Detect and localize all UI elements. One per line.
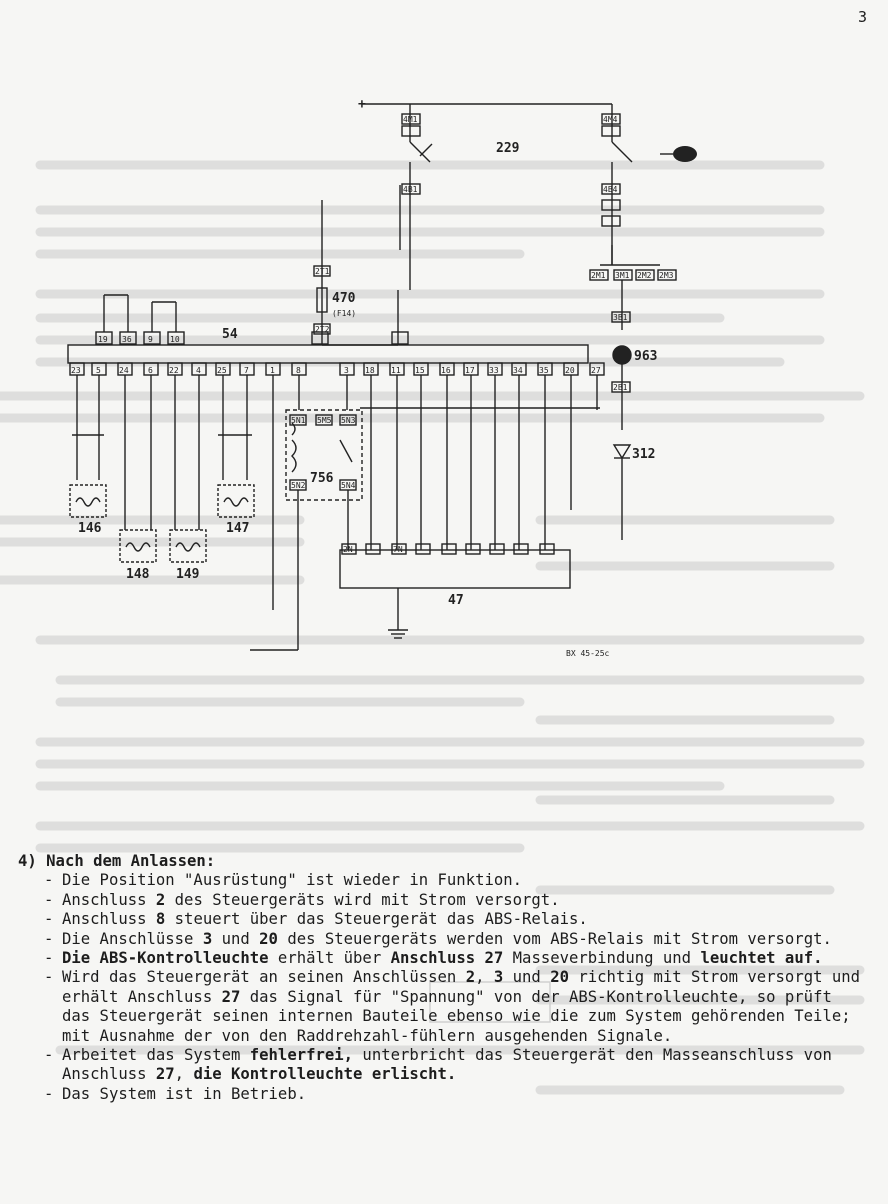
relay-756-label: 756	[310, 471, 334, 486]
connector-tag: 5M5	[317, 416, 332, 425]
bold-text: 20	[550, 968, 569, 987]
ecu-pin-label: 7	[244, 366, 249, 375]
step-list-item	[62, 910, 868, 929]
ecu-pin-label: 25	[217, 366, 227, 375]
text-run: ,	[475, 968, 494, 987]
connector-tag: 2M3	[659, 271, 674, 280]
ecu-pin-label: 24	[119, 366, 129, 375]
ecu-bottom-pin-labels	[71, 366, 601, 375]
relay-229-label: 229	[496, 141, 520, 156]
fuse-f14-label: (F14)	[332, 309, 357, 318]
ecu-pin-label: 17	[465, 366, 475, 375]
diode-312-label: 312	[632, 447, 656, 462]
connector-tag: 4B4	[603, 185, 618, 194]
ecu-pin-label: 20	[565, 366, 575, 375]
ecu-pin-label: 5	[96, 366, 101, 375]
text-run: richtig mit Strom versorgt und erhält Anschluss	[62, 968, 861, 1006]
section-after-start	[18, 852, 868, 1104]
fuse-470-label: 470	[332, 291, 356, 306]
step-list-item	[62, 930, 868, 949]
connector-tag: 5N3	[341, 416, 356, 425]
wiring-diagram	[0, 90, 888, 670]
connector-tag: 2N	[343, 545, 353, 554]
connector-tag: 5N4	[341, 481, 356, 490]
text-run: Anschluss	[62, 890, 156, 909]
sensor-149-label: 149	[176, 567, 200, 582]
ecu-pin-label: 22	[169, 366, 179, 375]
bold-text: die Kontrolleuchte erlischt.	[193, 1065, 457, 1084]
step-list-item	[62, 949, 868, 968]
bold-text: 2	[155, 890, 166, 909]
bold-text: 3	[202, 929, 213, 948]
sensor-147-label: 147	[226, 521, 250, 536]
connector-tag: 5N1	[291, 416, 306, 425]
text-run: Arbeitet das System	[62, 1046, 250, 1065]
connector-tag: 2T2	[315, 325, 330, 334]
bold-text: fehlerfrei,	[249, 1046, 354, 1065]
text-run: Die Anschlüsse	[62, 929, 203, 948]
connector-tag: 2B1	[613, 383, 628, 392]
step-list-item	[62, 891, 868, 910]
bold-text: Anschluss 27	[390, 949, 504, 968]
bold-text: 3	[493, 968, 504, 987]
ecu-pin-label: 8	[296, 366, 301, 375]
bold-text: Die ABS-Kontrolleuchte	[62, 949, 269, 968]
connector-tag: 2M2	[637, 271, 652, 280]
connector-tag: 3B1	[613, 313, 628, 322]
ecu-top-pin-label: 36	[122, 335, 132, 344]
section-title: 4) Nach dem Anlassen:	[18, 852, 216, 870]
bold-text: 20	[259, 929, 278, 948]
text-run: unterbricht das Steuergerät den Masseanschluss von Anschluss	[62, 1046, 832, 1084]
text-run: und	[212, 929, 260, 948]
plus-terminal-label: +	[358, 97, 366, 112]
bold-text: 2	[465, 968, 476, 987]
ecu-pin-label: 23	[71, 366, 81, 375]
ecu-pin-label: 3	[344, 366, 349, 375]
ecu-pin-label: 11	[391, 366, 401, 375]
connector-tag: 4B1	[403, 185, 418, 194]
ecu-top-pin-label: 19	[98, 335, 108, 344]
text-run: das Signal für "Spannung" von der ABS-Kontrolleuchte, so prüft das Steuergerät seinen internen Bauteile ebenso wie die zum System gehörenden Teile; mit Ausnahme der von den Raddrehzahl-fühlern ausgehenden Signale.	[62, 987, 851, 1045]
text-run: des Steuergeräts werden vom ABS-Relais mit Strom versorgt.	[277, 929, 832, 948]
ecu-pin-label: 1	[270, 366, 275, 375]
bold-text: 27	[221, 987, 241, 1006]
connector-tag: 3M1	[615, 271, 630, 280]
text-run: Die Position "Ausrüstung" ist wieder in Funktion.	[62, 871, 523, 890]
ecu-top-pin-label: 9	[148, 335, 153, 344]
text-run: Wird das Steuergerät an seinen Anschlüssen	[62, 968, 466, 987]
ecu-pin-label: 34	[513, 366, 523, 375]
bold-text: 27	[155, 1065, 175, 1084]
step-list-item	[62, 968, 868, 1046]
text-run: Das System ist in Betrieb.	[62, 1084, 307, 1103]
text-run: steuert über das Steuergerät das ABS-Relais.	[165, 910, 588, 929]
bold-text: leuchtet auf.	[700, 949, 823, 968]
ecu-pin-label: 6	[148, 366, 153, 375]
step-list-item	[62, 1085, 868, 1104]
diagram-code-label: BX 45-25c	[566, 649, 610, 658]
ecu-54-label: 54	[222, 327, 238, 342]
lamp-963-label: 963	[634, 349, 658, 364]
text-run: und	[503, 968, 551, 987]
connector-tag: 4M1	[403, 115, 418, 124]
connector-tag: 7N	[393, 545, 403, 554]
sensor-148-label: 148	[126, 567, 150, 582]
ecu-top-pin-label: 10	[170, 335, 180, 344]
bold-text: 8	[155, 910, 166, 929]
page-number: 3	[858, 8, 868, 26]
ground-block-47-label: 47	[448, 593, 464, 608]
text-run: ,	[174, 1065, 194, 1084]
text-run: Masseverbindung und	[503, 949, 701, 968]
connector-tag: 4M4	[603, 115, 618, 124]
connector-tag: 2M1	[591, 271, 606, 280]
text-run: des Steuergeräts wird mit Strom versorgt.	[165, 890, 560, 909]
ecu-pin-label: 15	[415, 366, 425, 375]
ecu-pin-label: 4	[196, 366, 201, 375]
sensor-146-label: 146	[78, 521, 102, 536]
connector-tag: 5N2	[291, 481, 306, 490]
ecu-pin-label: 33	[489, 366, 499, 375]
text-run: Anschluss	[62, 910, 156, 929]
ecu-pin-label: 27	[591, 366, 601, 375]
connector-tag: 2T1	[315, 267, 330, 276]
text-run: erhält über	[268, 949, 391, 968]
ecu-pin-label: 16	[441, 366, 451, 375]
step-list-item	[62, 871, 868, 890]
step-list	[18, 871, 868, 1104]
ecu-pin-label: 18	[365, 366, 375, 375]
step-list-item	[62, 1046, 868, 1085]
ecu-pin-label: 35	[539, 366, 549, 375]
